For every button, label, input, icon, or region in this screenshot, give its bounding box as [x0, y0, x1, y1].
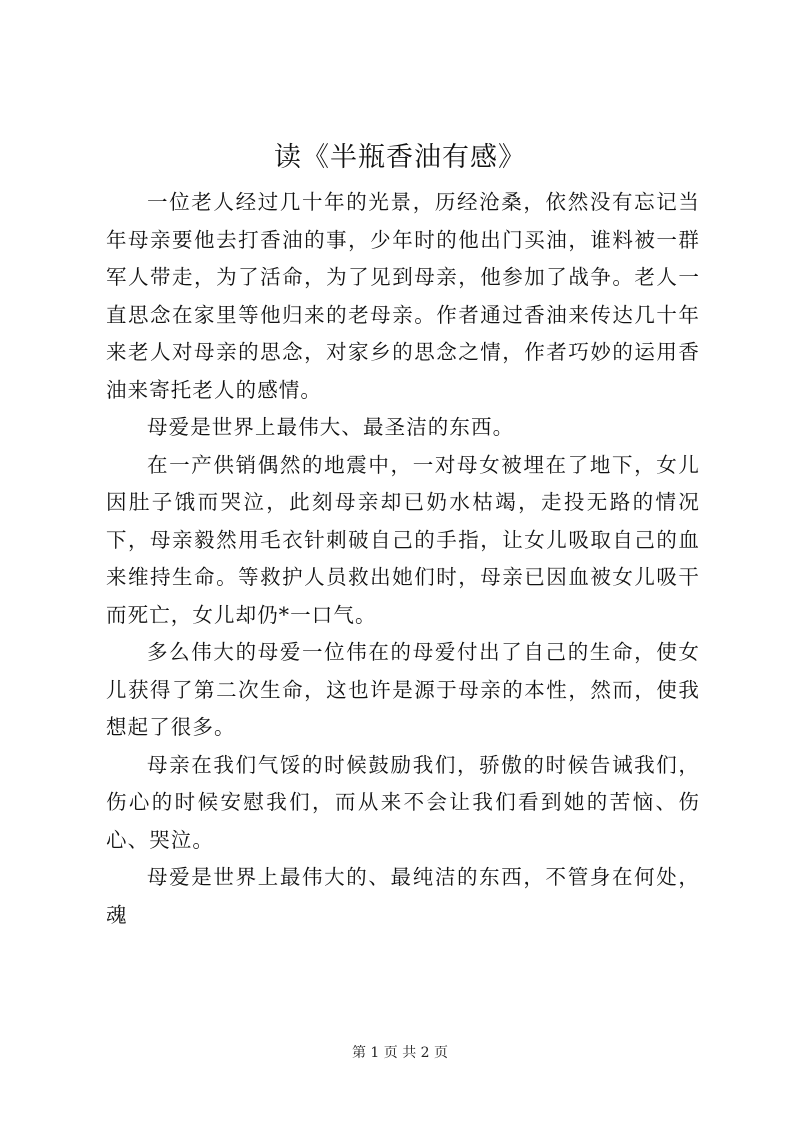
- paragraph-1: 一位老人经过几十年的光景，历经沧桑，依然没有忘记当年母亲要他去打香油的事，少年时的他出门买油，谁料被一群军人带走，为了活命，为了见到母亲，他参加了战争。老人一直思念在家里等他归来的老母亲。作者通过香油来传达几十年来老人对母亲的思念，对家乡的思念之情，作者巧妙的运用香油来寄托老人的感情。: [106, 190, 700, 402]
- document-title: 读《半瓶香油有感》: [274, 142, 526, 173]
- paragraph-6: 母爱是世界上最伟大的、最纯洁的东西，不管身在何处，魂: [106, 865, 700, 927]
- paragraph-3: 在一产供销偶然的地震中，一对母女被埋在了地下，女儿因肚子饿而哭泣，此刻母亲却已奶水枯竭，走投无路的情况下，母亲毅然用毛衣针刺破自己的手指，让女儿吸取自己的血来维持生命。等救护人员救出她们时，母亲已因血被女儿吸干而死亡，女儿却仍*一口气。: [106, 452, 700, 627]
- paragraph-5: 母亲在我们气馁的时候鼓励我们，骄傲的时候告诫我们，伤心的时候安慰我们，而从来不会让我们看到她的苦恼、伤心、哭泣。: [106, 752, 700, 852]
- paragraph-4: 多么伟大的母爱一位伟在的母爱付出了自己的生命，使女儿获得了第二次生命，这也许是源于母亲的本性，然而，使我想起了很多。: [106, 640, 700, 739]
- page-number-footer: 第 1 页 共 2 页: [351, 1045, 449, 1061]
- paragraph-2: 母爱是世界上最伟大、最圣洁的东西。: [147, 415, 515, 439]
- document-body: [106, 184, 700, 934]
